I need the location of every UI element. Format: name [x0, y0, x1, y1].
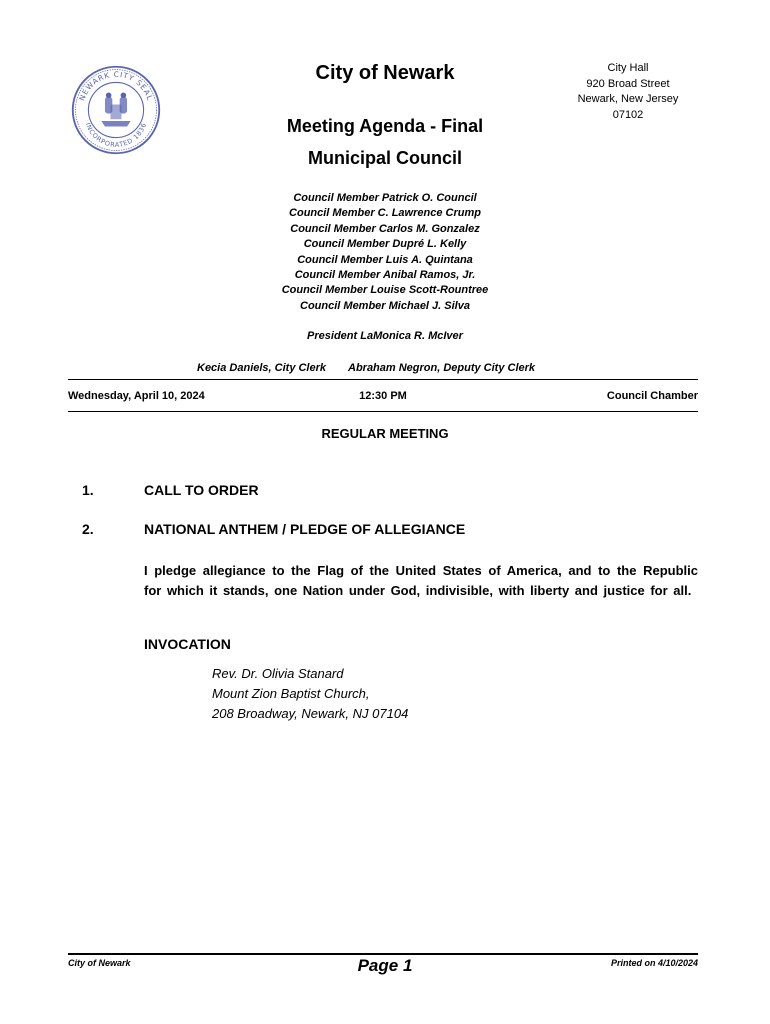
meeting-type: REGULAR MEETING: [321, 426, 449, 441]
city-title: City of Newark: [315, 62, 455, 84]
council-member: Council Member Dupré L. Kelly: [303, 238, 467, 251]
pledge-text: I pledge allegiance to the Flag of the United States of America, and to the Republic for which it stands, one Nation under God, indivisible, with liberty and justice for all.: [144, 563, 698, 598]
invocation-details: [212, 664, 408, 724]
footer-city: City of Newark: [68, 958, 131, 968]
footer-divider: [68, 953, 698, 955]
council-member: Council Member Anibal Ramos, Jr.: [294, 269, 476, 282]
meeting-date: Wednesday, April 10, 2024: [68, 390, 205, 402]
council-president: President LaMonica R. McIver: [307, 330, 463, 342]
address-line: 920 Broad Street: [586, 77, 670, 90]
address-line: City Hall: [607, 62, 649, 74]
address-line: 07102: [612, 108, 644, 121]
agenda-item-number: 2.: [82, 521, 94, 537]
svg-text:INCORPORATED 1836: INCORPORATED 1836: [83, 121, 149, 149]
address-block: [560, 61, 696, 123]
council-member: Council Member Louise Scott-Rountree: [281, 284, 489, 297]
council-member: Council Member Luis A. Quintana: [297, 253, 473, 266]
meeting-location: Council Chamber: [606, 390, 698, 402]
agenda-item-number: 1.: [82, 482, 94, 498]
council-member: Council Member Carlos M. Gonzalez: [290, 222, 480, 235]
agenda-item-title: CALL TO ORDER: [144, 482, 259, 498]
printed-date: Printed on 4/10/2024: [610, 958, 698, 968]
council-member: Council Member Michael J. Silva: [300, 299, 470, 312]
address-line: Newark, New Jersey: [577, 93, 679, 105]
agenda-title: Meeting Agenda - Final: [286, 116, 484, 136]
city-seal-logo: [70, 64, 162, 156]
invocation-line: 208 Broadway, Newark, NJ 07104: [212, 706, 409, 721]
meeting-time: 12:30 PM: [359, 390, 407, 402]
deputy-city-clerk: Abraham Negron, Deputy City Clerk: [348, 362, 536, 374]
page-number: Page 1: [357, 956, 413, 975]
svg-text:NEWARK CITY SEAL: NEWARK CITY SEAL: [77, 69, 155, 102]
city-clerk: Kecia Daniels, City Clerk: [197, 362, 327, 374]
council-members-list: [200, 191, 570, 314]
divider-bottom: [68, 411, 698, 412]
invocation-heading: INVOCATION: [144, 636, 231, 652]
invocation-line: Rev. Dr. Olivia Stanard: [212, 666, 344, 681]
agenda-item-title: NATIONAL ANTHEM / PLEDGE OF ALLEGIANCE: [144, 521, 466, 537]
invocation-line: Mount Zion Baptist Church,: [212, 686, 370, 701]
body-name: Municipal Council: [307, 148, 462, 168]
divider-top: [68, 379, 698, 380]
council-member: Council Member Patrick O. Council: [293, 192, 477, 204]
council-member: Council Member C. Lawrence Crump: [289, 207, 481, 220]
